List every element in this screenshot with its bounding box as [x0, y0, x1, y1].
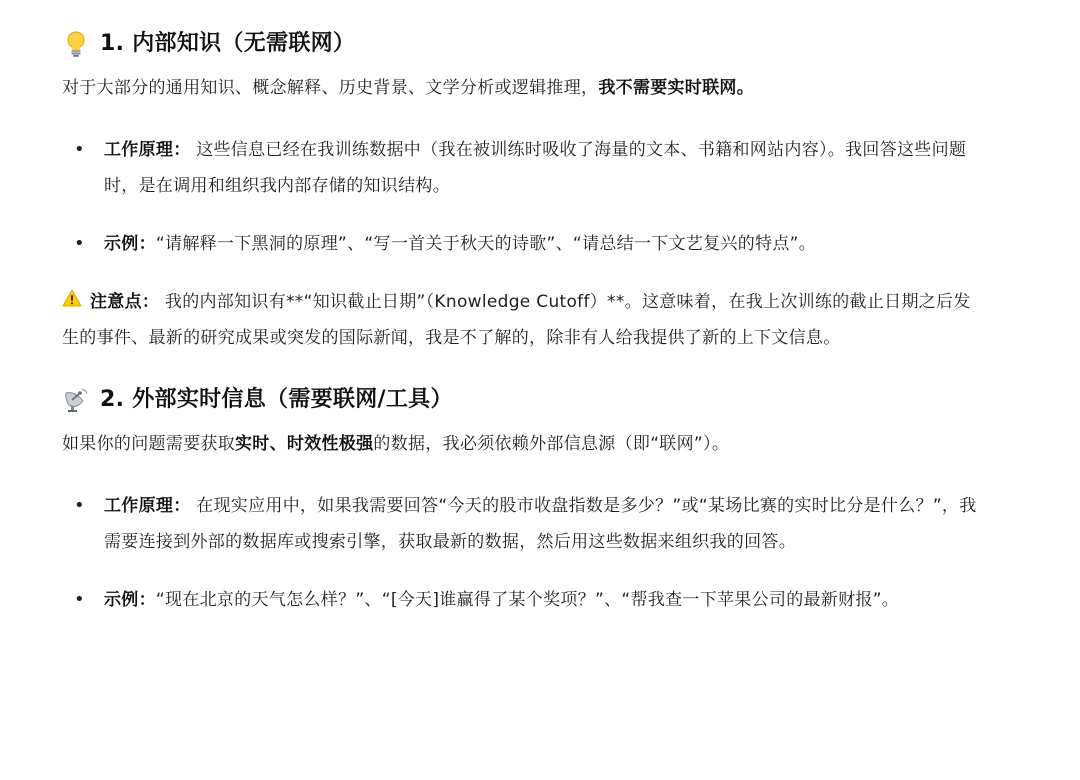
bullet-text: 这些信息已经在我训练数据中（我在被训练时吸收了海量的文本、书籍和网站内容）。我回答这些问题时，是在调用和组织我内部存储的知识结构。 — [104, 140, 967, 196]
section-1-intro — [62, 70, 992, 106]
section-2-intro-text-a: 如果你的问题需要获取 — [62, 434, 235, 454]
bullet-text: “请解释一下黑洞的原理”、“写一首关于秋天的诗歌”、“请总结一下文艺复兴的特点”。 — [155, 234, 817, 254]
section-1-heading — [62, 22, 1080, 66]
section-2-heading — [62, 378, 1080, 422]
satellite-antenna-icon — [62, 378, 90, 422]
list-item — [62, 582, 992, 618]
list-item — [62, 488, 992, 560]
cutoff-note — [62, 284, 982, 356]
bullet-text: 在现实应用中，如果我需要回答“今天的股市收盘指数是多少？”或“某场比赛的实时比分是什么？”，我需要连接到外部的数据库或搜索引擎，获取最新的数据，然后用这些数据来组织我的回答。 — [104, 496, 977, 552]
section-2-intro-text-b: 的数据，我必须依赖外部信息源（即“联网”）。 — [373, 434, 730, 454]
bullet-label: 工作原理： — [104, 140, 191, 160]
section-2-list — [62, 488, 1080, 618]
bullet-label: 工作原理： — [104, 496, 191, 516]
section-2-intro-bold: 实时、时效性极强 — [235, 434, 374, 454]
note-text: 我的内部知识有**“知识截止日期”（Knowledge Cutoff）**。这意味着，在我上次训练的截止日期之后发生的事件、最新的研究成果或突发的国际新闻，我是不了解的，除非有人给我提供了新的上下文信息。 — [62, 292, 971, 348]
section-2-intro — [62, 426, 992, 462]
bullet-label: 示例： — [104, 234, 156, 254]
light-bulb-icon — [62, 22, 90, 66]
bullet-text: “现在北京的天气怎么样？”、“[今天]谁赢得了某个奖项？”、“帮我查一下苹果公司的最新财报”。 — [155, 590, 900, 610]
section-2-title: 2. 外部实时信息（需要联网/工具） — [100, 387, 453, 412]
section-1-title: 1. 内部知识（无需联网） — [100, 31, 356, 56]
section-1-list — [62, 132, 1080, 262]
warning-icon — [62, 284, 84, 320]
section-1-intro-text: 对于大部分的通用知识、概念解释、历史背景、文学分析或逻辑推理， — [62, 78, 599, 98]
list-item — [62, 132, 992, 204]
list-item — [62, 226, 992, 262]
section-1-intro-bold: 我不需要实时联网。 — [598, 78, 755, 98]
bullet-label: 示例： — [104, 590, 156, 610]
note-label: 注意点： — [90, 292, 160, 312]
